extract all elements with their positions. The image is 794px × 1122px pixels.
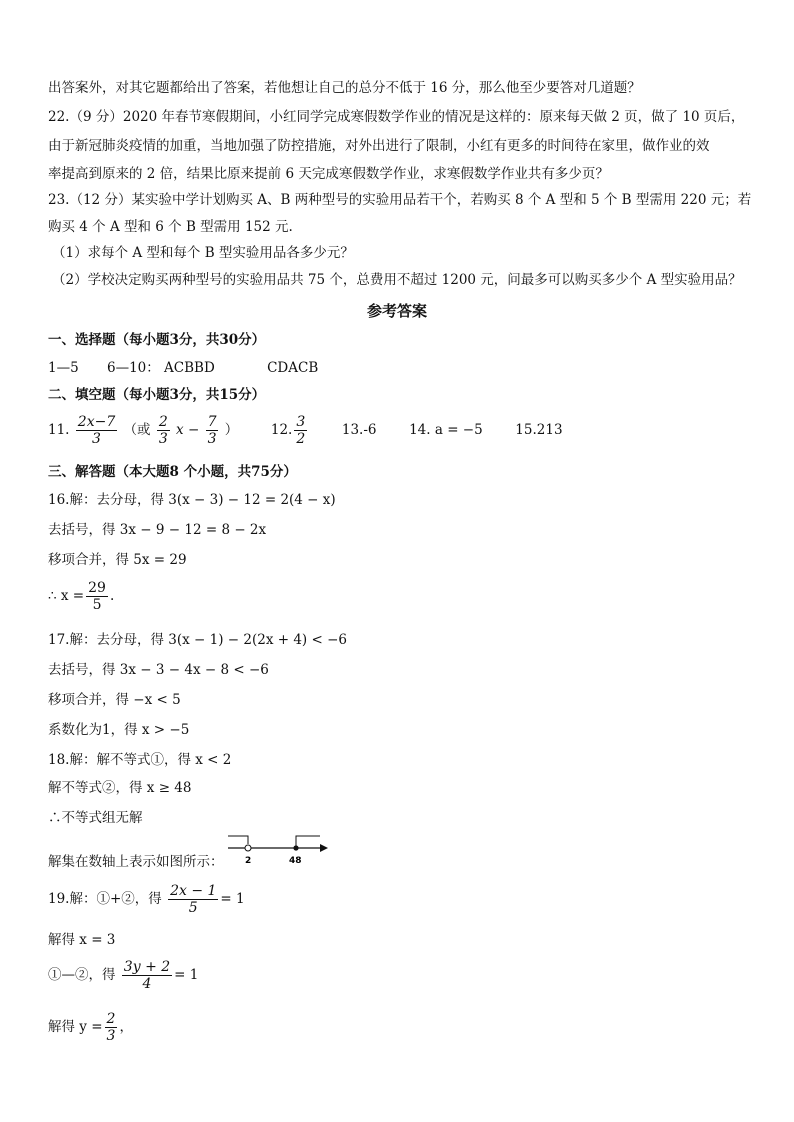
question-21-tail: 出答案外，对其它题都给出了答案，若他想让自己的总分不低于 16 分，那么他至少要答对几道题？: [48, 80, 641, 96]
section-fill-heading: 二、填空题（每小题3分，共15分）: [48, 387, 266, 403]
answer-11-fraction: [76, 414, 117, 447]
fraction-denominator: 3: [207, 431, 217, 447]
fill-answers: [48, 412, 563, 448]
solution-17-step-1: 17.解：去分母，得 3(x − 1) − 2(2x + 4) < −6: [48, 632, 347, 648]
fraction-denominator: 2: [296, 431, 306, 447]
step-prefix: ①—②，得: [48, 967, 116, 983]
answer-11-alt-middle: x −: [176, 422, 200, 438]
question-22-line-2: 由于新冠肺炎疫情的加重，当地加强了防控措施，对外出进行了限制，小红有更多的时间待在家里，做作业的效: [48, 138, 710, 154]
number-line-arrow-icon: [320, 844, 328, 852]
answer-14: 14. a = −5: [409, 422, 483, 438]
fraction-denominator: 5: [92, 597, 102, 613]
answer-11-alt-fraction-1: [157, 414, 170, 447]
choice-answers-2: CDACB: [267, 360, 319, 376]
fraction-denominator: 5: [188, 900, 198, 916]
solution-19-fraction-3: [105, 1011, 118, 1044]
solution-ray-x-less-than-2: [228, 836, 248, 844]
solution-18-step-2: 解不等式②，得 x ≥ 48: [48, 780, 192, 796]
result-suffix: .: [109, 588, 115, 604]
fraction-numerator: 2x − 1: [170, 883, 217, 899]
question-23-part-1: （1）求每个 A 型和每个 B 型实验用品各多少元？: [52, 245, 354, 261]
open-point-2: [245, 845, 251, 851]
question-23-part-2: （2）学校决定购买两种型号的实验用品共 75 个，总费用不超过 1200 元，问最多可以购买多少个 A 型实验用品？: [52, 272, 742, 288]
solution-16-step-1: 16.解：去分母，得 3(x − 3) − 12 = 2(4 − x): [48, 492, 336, 508]
fraction-numerator: 2: [106, 1011, 116, 1027]
solution-16-step-3: 移项合并，得 5x = 29: [48, 552, 187, 568]
fraction-numerator: 2: [158, 414, 168, 430]
answer-15: 15.213: [515, 422, 563, 438]
answer-11-alt-fraction-2: [206, 414, 219, 447]
tick-label-48: 48: [289, 856, 302, 866]
fraction-numerator: 7: [207, 414, 217, 430]
step-suffix: = 1: [220, 891, 245, 907]
choice-range-1: 1—5: [48, 360, 79, 376]
section-choice-heading: 一、选择题（每小题3分，共30分）: [48, 332, 266, 348]
fraction-denominator: 4: [142, 976, 152, 992]
solution-17-step-4: 系数化为1，得 x > −5: [48, 722, 190, 738]
fraction-denominator: 3: [158, 431, 168, 447]
fraction-numerator: 3: [296, 414, 306, 430]
step-suffix: = 1: [174, 967, 199, 983]
choice-answers: [48, 358, 318, 378]
answer-12-fraction: [294, 414, 307, 447]
solution-19-step-3: [48, 956, 198, 994]
fraction-denominator: 3: [92, 431, 101, 447]
step-suffix: ，: [119, 1019, 133, 1035]
step-prefix: 解得 y =: [48, 1019, 103, 1035]
result-prefix: ∴ x =: [48, 588, 85, 604]
solution-ray-x-ge-48: [296, 836, 320, 848]
tick-label-2: 2: [245, 856, 252, 866]
solution-18-step-4: 解集在数轴上表示如图所示：: [48, 854, 224, 870]
number-line-diagram: [228, 830, 328, 866]
closed-point-48: [293, 845, 298, 850]
answer-11-label: 11.: [48, 422, 70, 438]
answer-11-close: ）: [224, 422, 239, 438]
solution-17-step-3: 移项合并，得 −x < 5: [48, 692, 181, 708]
solution-19-fraction-1: [168, 883, 218, 916]
solution-17-step-2: 去括号，得 3x − 3 − 4x − 8 < −6: [48, 662, 269, 678]
fraction-numerator: 3y + 2: [123, 959, 171, 975]
fraction-numerator: 2x−7: [77, 414, 116, 430]
solution-18-step-3: ∴不等式组无解: [48, 810, 143, 826]
solution-16-fraction: [86, 580, 108, 613]
question-23-line-1: 23.（12 分）某实验中学计划购买 A、B 两种型号的实验用品若干个，若购买 8 个 A 型和 5 个 B 型需用 220 元；若: [48, 192, 752, 208]
solution-19-step-2: 解得 x = 3: [48, 932, 116, 948]
question-23-line-2: 购买 4 个 A 型和 6 个 B 型需用 152 元.: [48, 219, 293, 235]
question-22-line-3: 率提高到原来的 2 倍，结果比原来提前 6 天完成寒假数学作业，求寒假数学作业共有多少页？: [48, 166, 609, 182]
answer-13: 13.-6: [341, 422, 377, 438]
solution-18-step-1: 18.解：解不等式①，得 x < 2: [48, 752, 232, 768]
fraction-denominator: 3: [106, 1028, 116, 1044]
section-solution-heading: 三、解答题（本大题8 个小题，共75分）: [48, 464, 297, 480]
choice-range-2: 6—10： ACBBD: [106, 360, 215, 376]
step-prefix: 19.解：①+②，得: [48, 891, 162, 907]
solution-19-step-4: [48, 1008, 133, 1046]
question-22-line-1: 22.（9 分）2020 年春节寒假期间，小红同学完成寒假数学作业的情况是这样的：原来每天做 2 页，做了 10 页后，: [48, 109, 745, 125]
answer-11-or: （或: [123, 422, 151, 438]
solution-19-step-1: [48, 880, 245, 918]
solution-16-step-2: 去括号，得 3x − 9 − 12 = 8 − 2x: [48, 522, 267, 538]
answer-12-label: 12.: [270, 422, 293, 438]
solution-16-result: [48, 578, 114, 614]
answers-title: 参考答案: [366, 302, 427, 320]
solution-19-fraction-2: [122, 959, 172, 992]
fraction-numerator: 29: [88, 580, 106, 596]
